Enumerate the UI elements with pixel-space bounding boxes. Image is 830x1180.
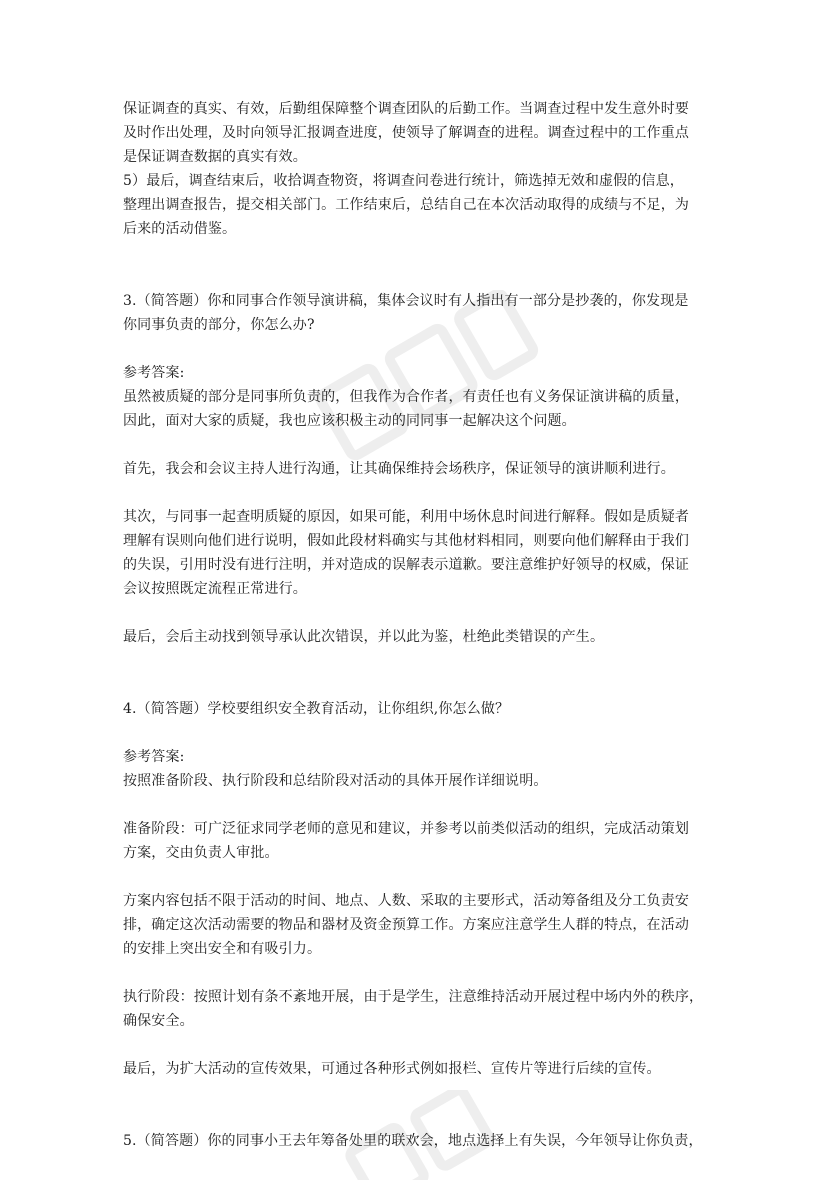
text-line: 首先，我会和会议主持人进行沟通，让其确保维持会场秩序，保证领导的演讲顺利进行。 xyxy=(123,461,675,477)
question-text: 4.（简答题）学校要组织安全教育活动，让你组织,你怎么做？ xyxy=(123,701,510,717)
text-line: 保证调查的真实、有效，后勤组保障整个调查团队的后勤工作。当调查过程中发生意外时要 xyxy=(123,101,689,117)
answer-label: 参考答案: xyxy=(123,749,185,765)
text-line: 5）最后，调查结束后，收拾调查物资，将调查问卷进行统计，筛选掉无效和虚假的信息， xyxy=(123,173,684,189)
text-line: 排，确定这次活动需要的物品和器材及资金预算工作。方案应注意学生人群的特点，在活动 xyxy=(123,917,689,933)
text-line: 是保证调查数据的真实有效。 xyxy=(123,149,307,165)
text-line: 整理出调查报告，提交相关部门。工作结束后，总结自己在本次活动取得的成绩与不足，为 xyxy=(123,197,689,213)
question-text: 3.（简答题）你和同事合作领导演讲稿，集体会议时有人指出有一部分是抄袭的，你发现是 xyxy=(123,293,689,309)
text-line: 执行阶段：按照计划有条不紊地开展，由于是学生，注意维持活动开展过程中场内外的秩序， xyxy=(123,989,704,1005)
question-5 xyxy=(123,1129,713,1153)
question-3 xyxy=(123,289,713,649)
text-line: 确保安全。 xyxy=(123,1013,194,1029)
answer-label: 参考答案: xyxy=(123,365,185,381)
text-line: 最后，为扩大活动的宣传效果，可通过各种形式例如报栏、宣传片等进行后续的宣传。 xyxy=(123,1061,661,1077)
text-line: 其次，与同事一起查明质疑的原因，如果可能，利用中场休息时间进行解释。假如是质疑者 xyxy=(123,509,689,525)
text-line: 虽然被质疑的部分是同事所负责的，但我作为合作者，有责任也有义务保证演讲稿的质量， xyxy=(123,389,689,405)
text-line: 准备阶段：可广泛征求同学老师的意见和建议，并参考以前类似活动的组织，完成活动策划 xyxy=(123,821,689,837)
question-text: 你同事负责的部分，你怎么办? xyxy=(123,317,315,333)
text-line: 后来的活动借鉴。 xyxy=(123,221,237,237)
text-line: 的失误，引用时没有进行注明，并对造成的误解表示道歉。要注意维护好领导的权威，保证 xyxy=(123,557,689,573)
document-body xyxy=(123,97,713,1153)
text-line: 方案内容包括不限于活动的时间、地点、人数、采取的主要形式，活动筹备组及分工负责安 xyxy=(123,893,689,909)
text-line: 的安排上突出安全和有吸引力。 xyxy=(123,941,322,957)
previous-section xyxy=(123,97,713,241)
text-line: 理解有误则向他们进行说明，假如此段材料确实与其他材料相同，则要向他们解释由于我们 xyxy=(123,533,689,549)
question-4 xyxy=(123,697,713,1081)
text-line: 及时作出处理，及时向领导汇报调查进度，使领导了解调查的进程。调查过程中的工作重点 xyxy=(123,125,689,141)
text-line: 方案，交由负责人审批。 xyxy=(123,845,279,861)
text-line: 因此，面对大家的质疑，我也应该积极主动的同同事一起解决这个问题。 xyxy=(123,413,576,429)
text-line: 会议按照既定流程正常进行。 xyxy=(123,581,307,597)
question-text: 5.（简答题）你的同事小王去年筹备处里的联欢会，地点选择上有失误，今年领导让你负责， xyxy=(123,1133,703,1149)
text-line: 最后，会后主动找到领导承认此次错误，并以此为鉴，杜绝此类错误的产生。 xyxy=(123,629,605,645)
text-line: 按照准备阶段、执行阶段和总结阶段对活动的具体开展作详细说明。 xyxy=(123,773,548,789)
